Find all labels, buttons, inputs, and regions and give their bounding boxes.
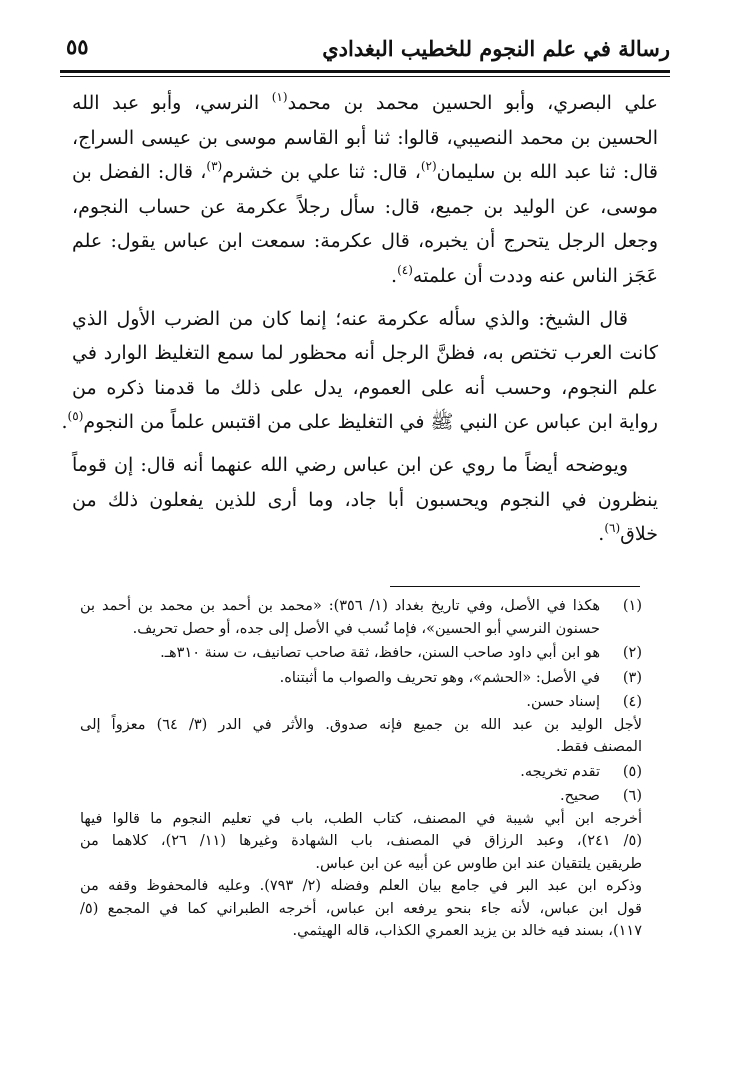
footnote-line: ١١٧)، بسند فيه خالد بن يزيد العمري الكذاب، قاله الهيثمي. (292, 923, 642, 939)
footnote-4 (80, 691, 642, 759)
header-rule-thin (60, 76, 670, 77)
footnote-line: طريقين يلتقيان عند ابن طاوس عن أبيه عن ابن عباس. (315, 855, 642, 872)
footnote-2 (80, 642, 642, 665)
footnote-line: (٥/ ٢٤١)، وعبد الرزاق في المصنف، باب الشهادة وغيرها (١١/ ٢٦)، كلاهما من (80, 833, 643, 849)
footnote-number: (٢) (622, 645, 642, 661)
text-line: وجعل الرجل يتحرج أن يخبره، قال عكرمة: سمعت ابن عباس يقول: علم (72, 230, 658, 253)
footnote-line: في الأصل: «الحشم»، وهو تحريف والصواب ما أثبتناه. (279, 669, 600, 686)
footnote-line: وذكره ابن عبد البر في جامع بيان العلم وفضله (٢/ ٧٩٣). وعليه فالمحفوظ وقفه من (80, 878, 643, 894)
footnote-number: (٥) (622, 763, 642, 780)
footnote-line: لأجل الوليد بن عبد الله بن جميع فإنه صدوق. والأثر في الدر (٣/ ٦٤) معزواً إلى (80, 716, 643, 733)
paragraph-1 (72, 86, 658, 294)
page-header (60, 28, 670, 68)
main-text (61, 86, 658, 560)
footnote-line: إسناد حسن. (526, 694, 600, 710)
text-line: خلاق$^{(٦)}$. (598, 521, 658, 546)
footnotes (80, 595, 642, 945)
footnote-3 (80, 667, 642, 690)
footnote-number: (٤) (622, 694, 642, 710)
text-line: كانت العرب تختص به، فظنَّ الرجل أنه محظور لما سمع التغليظ الوارد في (72, 342, 658, 365)
footnote-ref-3: (٣) (206, 159, 223, 174)
text-line: قال الشيخ: والذي سأله عكرمة عنه؛ إنما كان من الضرب الأول الذي (72, 307, 628, 330)
footnote-ref-1: (١) (271, 90, 288, 104)
footnote-line: المصنف فقط. (555, 739, 642, 755)
footnote-line: أخرجه ابن أبي شيبة في المصنف، كتاب الطب، باب في تعليم النجوم ما قالوا فيها (80, 810, 642, 827)
footnote-number: (٣) (622, 669, 642, 686)
page-number: ٥٥ (66, 34, 89, 59)
footnote-number: (١) (622, 598, 642, 614)
footnote-1 (80, 595, 642, 640)
paragraph-3 (72, 448, 658, 552)
footnote-number: (٦) (622, 788, 642, 804)
text-line: ينظرون في النجوم ويحسبون أبا جاد، وما أرى للذين يفعلون ذلك من (72, 488, 658, 511)
footnote-ref-4: (٤) (397, 262, 413, 277)
text-line: الحسين بن محمد النصيبي، قالوا: ثنا أبو القاسم موسى بن عيسى السراج، (72, 126, 658, 149)
footnote-line: صحيح. (559, 788, 600, 804)
footnote-ref-2: (٢) (420, 159, 437, 174)
footnote-5 (80, 761, 642, 784)
text-line: عَجَز الناس عنه وددت أن علمته$^{(٤)}$. (391, 262, 658, 287)
footnote-line: هكذا في الأصل، وفي تاريخ بغداد (١/ ٣٥٦): «محمد بن أحمد بن محمد بن أحمد بن (80, 598, 600, 614)
text-line: موسى، عن الوليد بن جميع، قال: سأل رجلاً عكرمة عن حساب النجوم، (72, 195, 658, 218)
footnote-ref-5: (٥) (67, 409, 84, 424)
footnote-6 (80, 785, 642, 943)
footnote-line: تقدم تخريجه. (520, 763, 600, 780)
text-line: علم النجوم، وحسب أنه على العموم، يدل على ذلك ما قدمنا ذكره من (72, 376, 658, 399)
text-line: رواية ابن عباس عن النبي ﷺ في التغليظ على من اقتبس علماً من النجوم$^{(٥)}$. (61, 409, 658, 434)
footnote-line: حسنون النرسي أبو الحسين»، فإما نُسب في الأصل إلى جده، أو حصل تحريف. (132, 620, 600, 637)
text-line: ويوضحه أيضاً ما روي عن ابن عباس رضي الله عنهما أنه قال: إن قوماً (72, 453, 628, 476)
header-rule-thick (60, 70, 670, 73)
paragraph-2 (61, 302, 658, 440)
running-title: رسالة في علم النجوم للخطيب البغدادي (322, 36, 670, 61)
footnote-ref-6: (٦) (604, 521, 621, 536)
footnote-line: قول ابن عباس، لأنه جاء بنحو يرفعه ابن عباس، أخرجه الطبراني كما في المجمع (٥/ (80, 900, 642, 917)
footnote-line: هو ابن أبي داود صاحب السنن، حافظ، ثقة صاحب تصانيف، ت سنة ٣١٠هـ. (160, 645, 600, 661)
text-line: علي البصري، وأبو الحسين محمد بن محمد$^{(١)}$ النرسي، وأبو عبد الله (72, 90, 658, 114)
footnote-separator (390, 586, 640, 587)
text-line: قال: ثنا عبد الله بن سليمان$^{(٢)}$، قال: ثنا علي بن خشرم$^{(٣)}$، قال: الفضل بن (72, 159, 658, 184)
